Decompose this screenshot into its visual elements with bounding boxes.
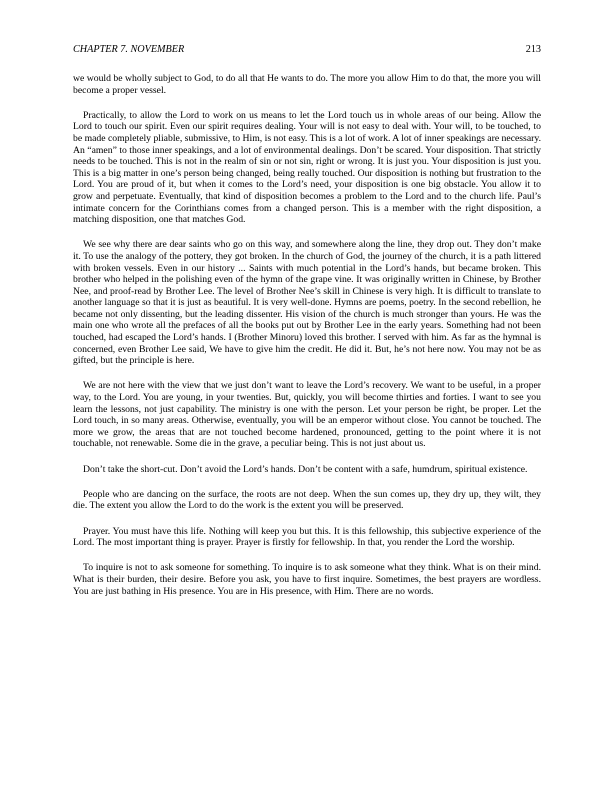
paragraph: Prayer. You must have this life. Nothing will keep you but this. It is this fellowship, this subjective experience of the Lord. The most important thing is prayer. Prayer is firstly for fellowship. In that, you render the Lord the worship.	[73, 525, 541, 549]
paragraph: Don’t take the short-cut. Don’t avoid the Lord’s hands. Don’t be content with a safe, humdrum, spiritual existence.	[83, 463, 528, 475]
paragraph: We see why there are dear saints who go on this way, and somewhere along the line, they drop out. They don’t make it. To use the analogy of the pottery, they got broken. In the church of God, the journey of the church, it is a path littered with broken vessels. Even in our history ... Saints with much potential in the Lord’s hands, but became broken. This brother who helped in the polishing even of the hymn of the grape vine. It was originally written in Chinese, by Brother Nee, and proof-read by Brother Lee. The level of Brother Nee’s skill in Chinese is very high. It is difficult to translate to another language so that it is just as beautiful. It is very well-done. Hymns are poems, poetry. In the second rebellion, he became not only dissenting, but the leading dissenter. His vision of the church is much stronger than yours. He was the main one who wrote all the prefaces of all the books put out by Brother Lee in the early years. Something had not been touched, had escaped the Lord’s hands. I (Brother Minoru) loved this brother. I served with him. As far as the hymnal is concerned, even Brother Lee said, We have to give him the credit. He did it. But, he’s not here now. You may not be as gifted, but the principle is here.	[73, 239, 541, 367]
paragraph: Practically, to allow the Lord to work on us means to let the Lord touch us in whole areas of our being. Allow the Lord to touch our spirit. Even our spirit requires dealing. Your will is not easy to deal with. Your will, to be touched, to be made completely pliable, submissive, to Him, is not easy. This is a lot of work. A lot of inner speakings are necessary. An “amen” to those inner speakings, and a lot of environmental dealings. Don’t be scared. Your disposition. That strictly needs to be touched. This is not in the realm of sin or not sin, right or wrong. It is just you. Your disposition is just you. This is a big matter in one’s person being changed, being really touched. Our disposition is nothing but frustration to the Lord. You are proud of it, but when it comes to the Lord’s need, your disposition is one big obstacle. You allow it to grow and perpetuate. Eventually, that kind of disposition becomes a problem to the Lord and to the church life. Paul’s intimate concern for the Corinthians comes from a changed person. This is a member with the right disposition, a matching disposition, one that matches God.	[73, 109, 541, 226]
paragraph-continued: we would be wholly subject to God, to do all that He wants to do. The more you allow Him to do that, the more you will become a proper vessel.	[73, 73, 541, 96]
paragraph: We are not here with the view that we just don’t want to leave the Lord’s recovery. We want to be useful, in a proper way, to the Lord. You are young, in your twenties. But, quickly, you will become thirties and forties. I want to see you learn the lessons, not just capability. The ministry is one with the person. Let your person be right, be proper. Let the Lord touch, in so many areas. Otherwise, eventually, you will be an emperor without close. You cannot be touched. The more we grow, the areas that are not touched become hardened, pronounced, getting to the point where it is not touchable, not renewable. Some die in the grave, a peculiar being. This is not just about us.	[73, 380, 541, 450]
paragraph: People who are dancing on the surface, the roots are not deep. When the sun comes up, they dry up, they wilt, they die. The extent you allow the Lord to do the work is the extent you will be preserved.	[73, 488, 541, 512]
running-header	[73, 44, 541, 56]
chapter-title: CHAPTER 7. NOVEMBER	[73, 44, 185, 55]
paragraph: To inquire is not to ask someone for something. To inquire is to ask someone what they think. What is on their mind. What is their burden, their desire. Before you ask, you have to first inquire. Sometimes, the best prayers are wordless. You are just bathing in His presence. You are in His presence, with Him. There are no words.	[73, 562, 541, 597]
page-number: 213	[525, 44, 541, 55]
body-text	[73, 73, 541, 597]
book-page	[73, 44, 541, 611]
